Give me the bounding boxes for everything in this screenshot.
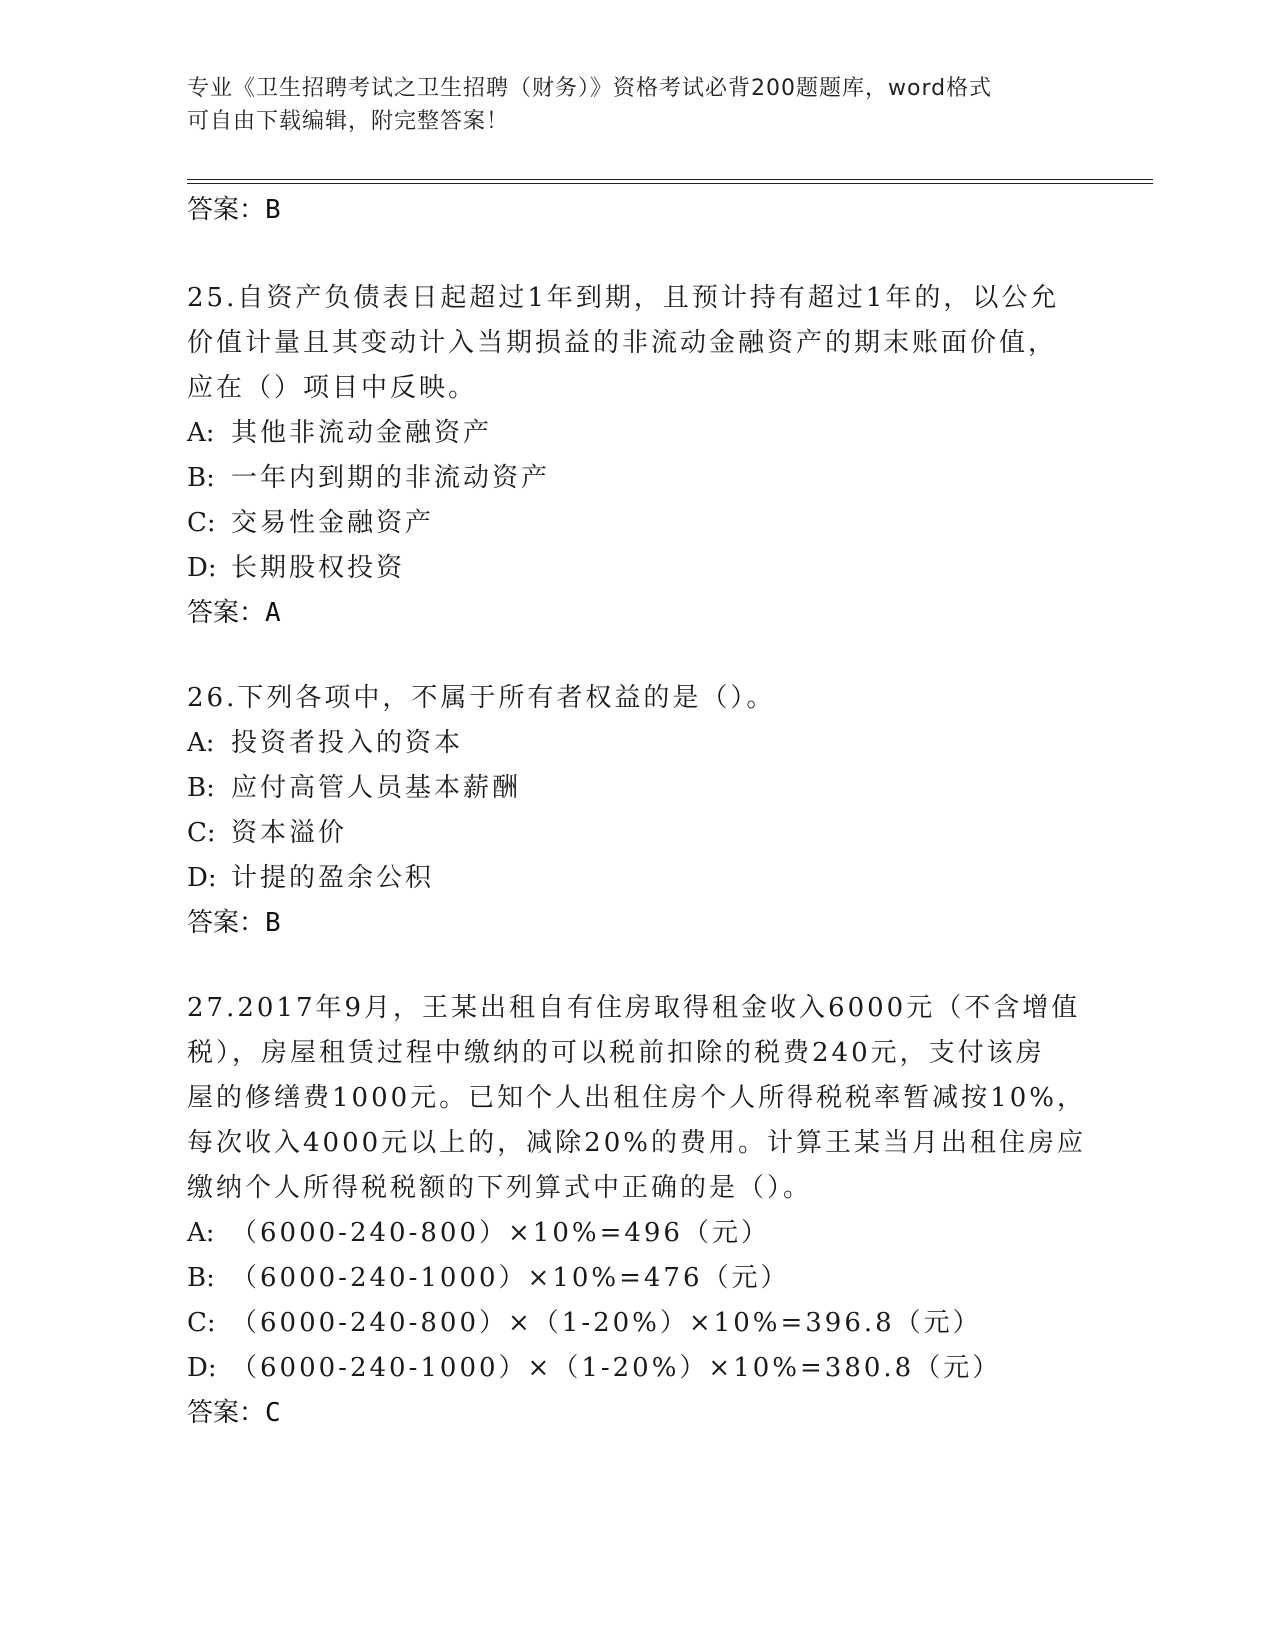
spacer bbox=[187, 945, 1087, 986]
option-a bbox=[187, 721, 1087, 766]
option-text: （6000-240-800）×（1-20%）×10%=396.8（元） bbox=[231, 1308, 982, 1338]
option-text: 一年内到期的非流动资产 bbox=[231, 463, 551, 493]
option-a bbox=[187, 1211, 1087, 1256]
option-d bbox=[187, 1346, 1087, 1391]
option-b bbox=[187, 456, 1087, 501]
option-text: （6000-240-1000）×（1-20%）×10%=380.8（元） bbox=[231, 1353, 1002, 1383]
question-text-line: 每次收入4000元以上的，减除20%的费用。计算王某当月出租住房应 bbox=[187, 1128, 1086, 1158]
option-label: A: bbox=[187, 1218, 215, 1248]
header-divider-top bbox=[187, 179, 1153, 180]
option-text: （6000-240-800）×10%=496（元） bbox=[231, 1218, 770, 1248]
question-text-line: 屋的修缮费1000元。已知个人出租住房个人所得税税率暂减按10%， bbox=[187, 1083, 1086, 1113]
question-list bbox=[187, 188, 1087, 1435]
answer-previous: 答案：B bbox=[187, 195, 281, 225]
option-label: D: bbox=[187, 1353, 217, 1383]
option-text: 投资者投入的资本 bbox=[231, 728, 464, 758]
option-text: 长期股权投资 bbox=[231, 553, 406, 583]
answer-26: 答案：B bbox=[187, 908, 281, 938]
option-text: 计提的盈余公积 bbox=[231, 863, 435, 893]
option-label: D: bbox=[187, 553, 217, 583]
question-27 bbox=[187, 986, 1087, 1435]
option-label: A: bbox=[187, 728, 215, 758]
header-line-1: 专业《卫生招聘考试之卫生招聘（财务）》资格考试必背200题题库，word格式 bbox=[187, 76, 993, 101]
option-d bbox=[187, 856, 1087, 901]
question-text-line: 价值计量且其变动计入当期损益的非流动金融资产的期末账面价值， bbox=[187, 328, 1058, 358]
option-label: A: bbox=[187, 418, 215, 448]
option-c bbox=[187, 1301, 1087, 1346]
option-label: C: bbox=[187, 1308, 216, 1338]
question-text-line: 26.下列各项中，不属于所有者权益的是（）。 bbox=[187, 683, 776, 713]
question-25 bbox=[187, 276, 1087, 635]
option-b bbox=[187, 1256, 1087, 1301]
spacer bbox=[187, 635, 1087, 676]
question-text-line: 25.自资产负债表日起超过1年到期，且预计持有超过1年的，以公允 bbox=[187, 283, 1060, 313]
question-text-line: 应在（）项目中反映。 bbox=[187, 373, 478, 403]
question-text-line: 税），房屋租赁过程中缴纳的可以税前扣除的税费240元，支付该房 bbox=[187, 1038, 1045, 1068]
option-label: C: bbox=[187, 818, 216, 848]
option-c bbox=[187, 501, 1087, 546]
option-c bbox=[187, 811, 1087, 856]
answer-25: 答案：A bbox=[187, 598, 281, 628]
header-divider-bottom bbox=[187, 183, 1153, 184]
option-text: 交易性金融资产 bbox=[231, 508, 435, 538]
option-label: B: bbox=[187, 773, 215, 803]
option-label: D: bbox=[187, 863, 217, 893]
header-line-2: 可自由下载编辑，附完整答案！ bbox=[187, 109, 510, 134]
question-text-line: 27.2017年9月，王某出租自有住房取得租金收入6000元（不含增值 bbox=[187, 993, 1081, 1023]
option-label: B: bbox=[187, 463, 215, 493]
spacer bbox=[187, 232, 1087, 276]
option-label: B: bbox=[187, 1263, 215, 1293]
option-label: C: bbox=[187, 508, 216, 538]
question-26 bbox=[187, 676, 1087, 945]
answer-27: 答案：C bbox=[187, 1398, 281, 1428]
option-text: 资本溢价 bbox=[231, 818, 348, 848]
document-header bbox=[187, 72, 1087, 138]
option-text: 应付高管人员基本薪酬 bbox=[231, 773, 522, 803]
option-b bbox=[187, 766, 1087, 811]
option-a bbox=[187, 411, 1087, 456]
option-text: 其他非流动金融资产 bbox=[231, 418, 493, 448]
option-d bbox=[187, 546, 1087, 591]
option-text: （6000-240-1000）×10%=476（元） bbox=[231, 1263, 790, 1293]
question-text-line: 缴纳个人所得税税额的下列算式中正确的是（）。 bbox=[187, 1173, 813, 1203]
